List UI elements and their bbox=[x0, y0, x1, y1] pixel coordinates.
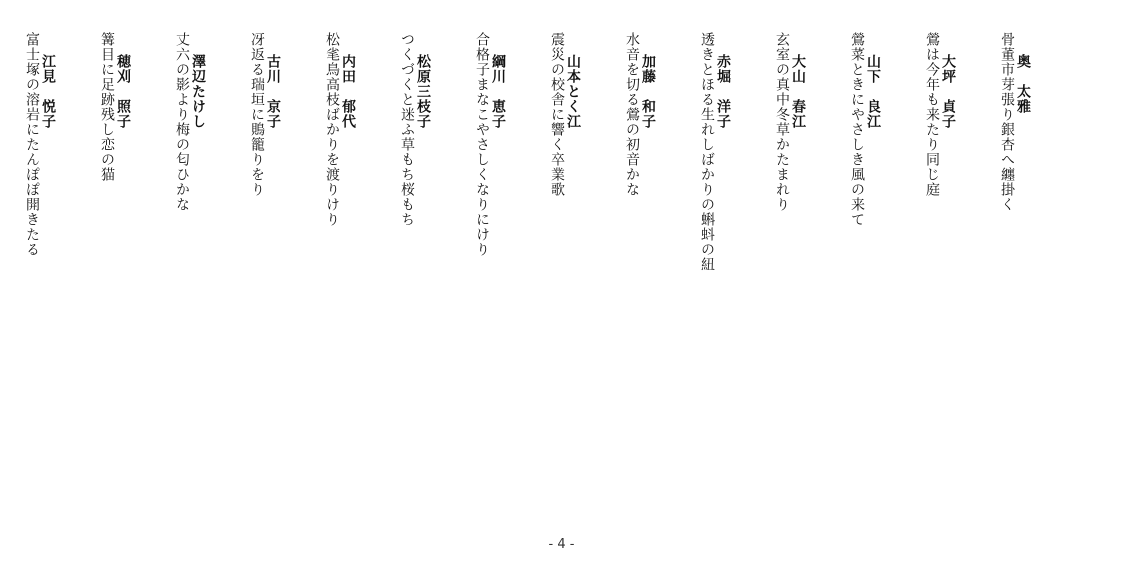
haiku-entry bbox=[461, 16, 506, 257]
haiku-author: 松原三枝子 bbox=[415, 54, 431, 129]
haiku-author: 澤辺たけし bbox=[190, 54, 206, 129]
haiku-author: 穂刈 照子 bbox=[115, 54, 131, 129]
haiku-entry bbox=[761, 16, 806, 212]
haiku-author: 綱川 恵子 bbox=[490, 54, 506, 129]
haiku-author: 大坪 貞子 bbox=[940, 54, 956, 129]
haiku-poem: 合格子まなこやさしくなりにけり bbox=[474, 32, 490, 257]
haiku-poem: 鶯菜ときにやさしき風の来て bbox=[849, 32, 865, 227]
haiku-poem: 篝目に足跡残し恋の猫 bbox=[99, 32, 115, 182]
haiku-author: 加藤 和子 bbox=[640, 54, 656, 129]
haiku-author: 古川 京子 bbox=[265, 54, 281, 129]
haiku-entry bbox=[236, 16, 281, 197]
haiku-poem: つくづくと迷ふ草もち桜もち bbox=[399, 32, 415, 227]
haiku-author: 赤堀 洋子 bbox=[715, 54, 731, 129]
haiku-poem: 水音を切る鶯の初音かな bbox=[624, 32, 640, 197]
haiku-author: 大山 春江 bbox=[790, 54, 806, 129]
haiku-poem: 松毟鳥高枝ばかりを渡りけり bbox=[324, 32, 340, 227]
haiku-author: 内田 郁代 bbox=[340, 54, 356, 129]
haiku-entry bbox=[311, 16, 356, 227]
haiku-poem: 骨董市芽張り銀杏へ纏掛く bbox=[999, 32, 1015, 212]
haiku-poem: 丈六の影より梅の匂ひかな bbox=[174, 32, 190, 212]
haiku-author: 江見 悦子 bbox=[40, 54, 56, 129]
haiku-columns bbox=[0, 16, 1031, 516]
haiku-author: 山下 良江 bbox=[865, 54, 881, 129]
haiku-poem: 透きとほる生れしばかりの蝌蚪の紐 bbox=[699, 32, 715, 272]
haiku-poem: 震災の校舎に響く卒業歌 bbox=[549, 32, 565, 197]
haiku-poem: 玄室の真中冬草かたまれり bbox=[774, 32, 790, 212]
haiku-entry bbox=[86, 16, 131, 182]
haiku-poem: 鶯は今年も来たり同じ庭 bbox=[924, 32, 940, 197]
haiku-entry bbox=[161, 16, 206, 212]
haiku-poem: 富士塚の溶岩にたんぽぽ開きたる bbox=[24, 32, 40, 257]
haiku-entry bbox=[536, 16, 581, 197]
haiku-entry bbox=[911, 16, 956, 197]
haiku-entry bbox=[611, 16, 656, 197]
haiku-author: 奥 太雅 bbox=[1015, 54, 1031, 114]
haiku-poem: 冴返る瑞垣に鵙籠りをり bbox=[249, 32, 265, 197]
haiku-entry bbox=[386, 16, 431, 227]
haiku-entry bbox=[686, 16, 731, 272]
haiku-entry bbox=[11, 16, 56, 257]
haiku-entry bbox=[836, 16, 881, 227]
haiku-entry bbox=[986, 16, 1031, 212]
haiku-author: 山本とく江 bbox=[565, 54, 581, 129]
page-number: - 4 - bbox=[548, 537, 575, 552]
